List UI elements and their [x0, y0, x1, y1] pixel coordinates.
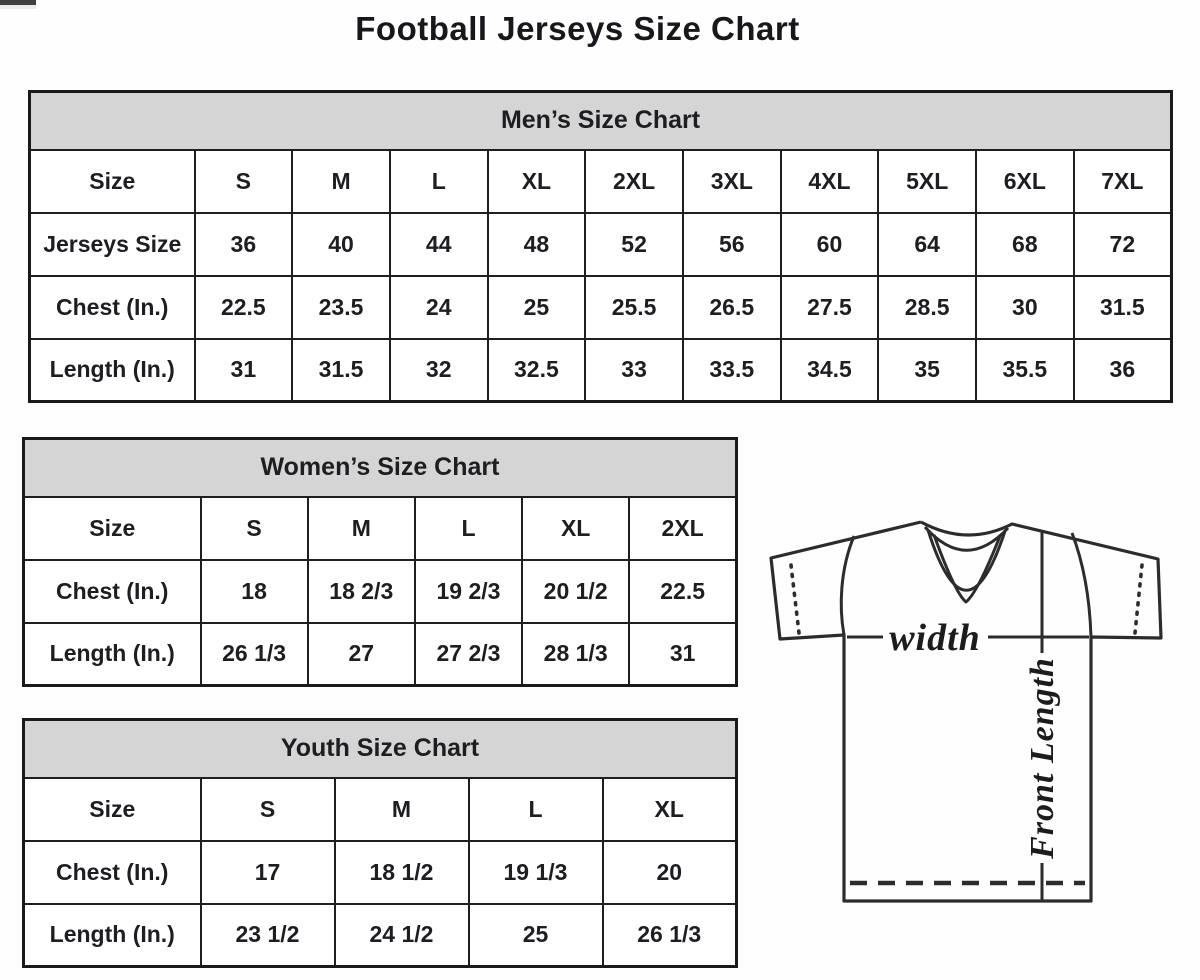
table-cell: 44 [390, 213, 488, 276]
youth-size-table [22, 718, 738, 968]
table-cell: S [201, 497, 308, 560]
table-cell: 56 [683, 213, 781, 276]
left-armhole-seam [841, 536, 854, 635]
table-cell: 34.5 [781, 339, 879, 402]
table-cell: 31 [195, 339, 293, 402]
scan-artifact [0, 0, 36, 5]
table-title-row [24, 720, 737, 778]
table-cell: 36 [195, 213, 293, 276]
table-cell: 3XL [683, 150, 781, 213]
table-cell: 19 2/3 [415, 560, 522, 623]
table-row [24, 497, 737, 560]
womens-size-table [22, 437, 738, 687]
mens-table-title: Men’s Size Chart [30, 92, 1172, 150]
table-cell: 40 [292, 213, 390, 276]
jersey-diagram [755, 495, 1200, 925]
youth-table-title: Youth Size Chart [24, 720, 737, 778]
table-cell: 23 1/2 [201, 904, 335, 967]
table-row [24, 904, 737, 967]
table-cell: 25 [469, 904, 603, 967]
table-row [30, 213, 1172, 276]
table-cell: 26 1/3 [603, 904, 737, 967]
table-cell: 32 [390, 339, 488, 402]
table-cell: 2XL [629, 497, 736, 560]
womens-table-title: Women’s Size Chart [24, 439, 737, 497]
table-cell: 27 2/3 [415, 623, 522, 686]
table-cell: L [415, 497, 522, 560]
table-row [24, 560, 737, 623]
table-cell: 19 1/3 [469, 841, 603, 904]
table-cell: 35 [878, 339, 976, 402]
row-header-cell: Length (In.) [24, 623, 201, 686]
table-cell: 64 [878, 213, 976, 276]
right-armhole-seam [1072, 533, 1091, 637]
table-cell: 18 [201, 560, 308, 623]
table-cell: XL [522, 497, 629, 560]
table-title-row [30, 92, 1172, 150]
page-title: Football Jerseys Size Chart [355, 10, 800, 47]
table-cell: 4XL [781, 150, 879, 213]
table-row [30, 276, 1172, 339]
table-cell: 20 1/2 [522, 560, 629, 623]
table-cell: 30 [976, 276, 1074, 339]
table-cell: 7XL [1074, 150, 1172, 213]
table-cell: 60 [781, 213, 879, 276]
table-cell: S [195, 150, 293, 213]
table-row [24, 623, 737, 686]
row-header-cell: Chest (In.) [30, 276, 195, 339]
table-cell: 35.5 [976, 339, 1074, 402]
table-cell: 72 [1074, 213, 1172, 276]
table-cell: 26 1/3 [201, 623, 308, 686]
row-header-cell: Size [24, 497, 201, 560]
table-cell: 22.5 [629, 560, 736, 623]
table-cell: 36 [1074, 339, 1172, 402]
table-row [30, 150, 1172, 213]
table-cell: 33 [585, 339, 683, 402]
table-row [24, 841, 737, 904]
table-cell: 6XL [976, 150, 1074, 213]
table-cell: 31.5 [1074, 276, 1172, 339]
table-cell: M [292, 150, 390, 213]
table-cell: 18 1/2 [335, 841, 469, 904]
table-cell: 48 [488, 213, 586, 276]
table-cell: 31.5 [292, 339, 390, 402]
table-cell: XL [603, 778, 737, 841]
table-cell: XL [488, 150, 586, 213]
front-length-label: Front Length [1024, 657, 1061, 859]
row-header-cell: Jerseys Size [30, 213, 195, 276]
table-cell: 31 [629, 623, 736, 686]
row-header-cell: Chest (In.) [24, 841, 201, 904]
table-cell: L [390, 150, 488, 213]
table-cell: 23.5 [292, 276, 390, 339]
right-sleeve-stitch-line [1135, 565, 1142, 633]
table-cell: 52 [585, 213, 683, 276]
table-cell: S [201, 778, 335, 841]
left-sleeve-stitch-line [791, 565, 799, 633]
row-header-cell: Length (In.) [30, 339, 195, 402]
table-cell: L [469, 778, 603, 841]
table-cell: 25.5 [585, 276, 683, 339]
table-cell: 20 [603, 841, 737, 904]
table-cell: 25 [488, 276, 586, 339]
row-header-cell: Size [30, 150, 195, 213]
table-cell: 17 [201, 841, 335, 904]
table-cell: M [308, 497, 415, 560]
table-row [24, 778, 737, 841]
table-cell: 18 2/3 [308, 560, 415, 623]
row-header-cell: Chest (In.) [24, 560, 201, 623]
table-cell: 28.5 [878, 276, 976, 339]
table-title-row [24, 439, 737, 497]
table-cell: 27.5 [781, 276, 879, 339]
table-cell: 5XL [878, 150, 976, 213]
table-cell: 27 [308, 623, 415, 686]
table-cell: 22.5 [195, 276, 293, 339]
table-cell: 28 1/3 [522, 623, 629, 686]
table-cell: M [335, 778, 469, 841]
table-cell: 32.5 [488, 339, 586, 402]
row-header-cell: Length (In.) [24, 904, 201, 967]
table-cell: 33.5 [683, 339, 781, 402]
width-label: width [889, 617, 981, 659]
mens-size-table [28, 90, 1173, 403]
table-cell: 2XL [585, 150, 683, 213]
table-cell: 24 [390, 276, 488, 339]
table-cell: 24 1/2 [335, 904, 469, 967]
table-row [30, 339, 1172, 402]
table-cell: 68 [976, 213, 1074, 276]
table-cell: 26.5 [683, 276, 781, 339]
row-header-cell: Size [24, 778, 201, 841]
jersey-outline-path [771, 522, 1161, 901]
